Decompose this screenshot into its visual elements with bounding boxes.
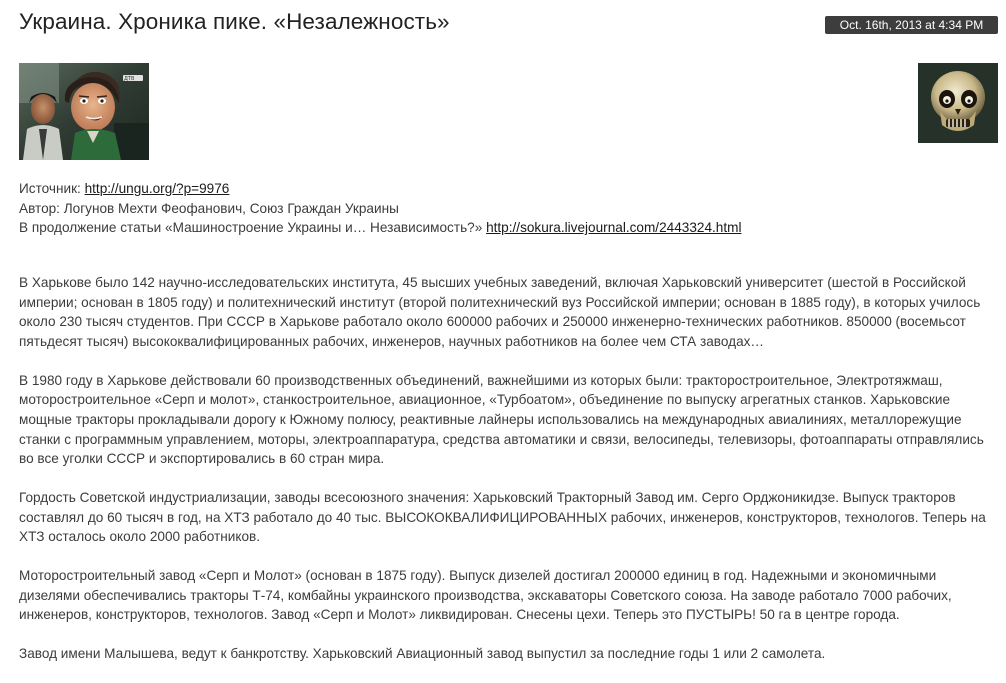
- paragraph: В Харькове было 142 научно-исследовательских института, 45 высших учебных заведений, включая Харьковский университет (шестой в Российской империи; основан в 1805 году) и политехнический институт (второй политехнический вуз Российской империи; основан в 1885 году), в которых училось около 230 тысяч студентов. При СССР в Харькове работало около 600000 рабочих и 250000 инженерно-технических работников. 850000 (восемьсот пятьдесят тысяч) высококвалифицированных рабочих, инженеров, научных работников на более чем СТА заводах…: [19, 275, 981, 349]
- continuation-line: [19, 218, 989, 238]
- skull-avatar-image[interactable]: [918, 63, 998, 143]
- post-meta: [19, 179, 989, 238]
- paragraph: Моторостроительный завод «Серп и Молот» (основан в 1875 году). Выпуск дизелей достигал 200000 единиц в год. Надежными и экономичными дизелями обеспечивались тракторы Т-74, комбайны украинского производства, экскаваторы Советского союза. На заводе работало 7000 рабочих, инженеров, конструкторов, технологов. Завод «Серп и Молот» ликвидирован. Снесены цехи. Теперь это ПУСТЫРЬ! 50 га в центре города.: [19, 568, 952, 623]
- post-body: [19, 273, 997, 683]
- source-line: [19, 179, 989, 199]
- continuation-link[interactable]: http://sokura.livejournal.com/2443324.html: [486, 220, 742, 236]
- source-link[interactable]: http://ungu.org/?p=9976: [84, 181, 230, 196]
- post-title: Украина. Хроника пике. «Незалежность»: [19, 9, 450, 34]
- author-line: Автор: Логунов Мехти Феофанович, Союз Граждан Украины: [19, 200, 399, 216]
- continuation-text: В продолжение статьи «Машиностроение Украины и… Независимость?»: [19, 220, 483, 236]
- paragraph: В 1980 году в Харькове действовали 60 производственных объединений, важнейшими из которых были: тракторостроительное, Электротяжмаш, моторостроительное «Серп и молот», станкостроительное, авиационное, «Турбоатом», объединение по выпуску агрегатных станков. Харьковские мощные тракторы прокладывали дорогу к Южному полюсу, реактивные лайнеры использовались на международных авиалиниях, металлорежущие станки с программным управлением, моторы, электроаппаратура, средства автоматики и связи, велосипеды, телевизоры, фотоаппараты отправлялись во все уголки СССР и экспортировались в 60 стран мира.: [19, 372, 984, 467]
- svg-text:ДТВ: ДТВ: [124, 76, 135, 82]
- source-label: Источник:: [19, 181, 81, 196]
- paragraph: Завод имени Малышева, ведут к банкротству. Харьковский Авиационный завод выпустил за последние годы 1 или 2 самолета.: [19, 646, 826, 662]
- paragraph: Гордость Советской индустриализации, заводы всесоюзного значения: Харьковский Тракторный Завод им. Серго Орджоникидзе. Выпуск тракторов составлял до 60 тысяч в год, на ХТЗ работало до 40 тыс. ВЫСОКОКВАЛИФИЦИРОВАННЫХ рабочих, инженеров, конструкторов, технологов. Теперь на ХТЗ осталось около 2000 работников.: [19, 490, 986, 545]
- post-date-badge: Oct. 16th, 2013 at 4:34 PM: [825, 16, 998, 34]
- tv-show-screenshot-image[interactable]: [19, 63, 149, 160]
